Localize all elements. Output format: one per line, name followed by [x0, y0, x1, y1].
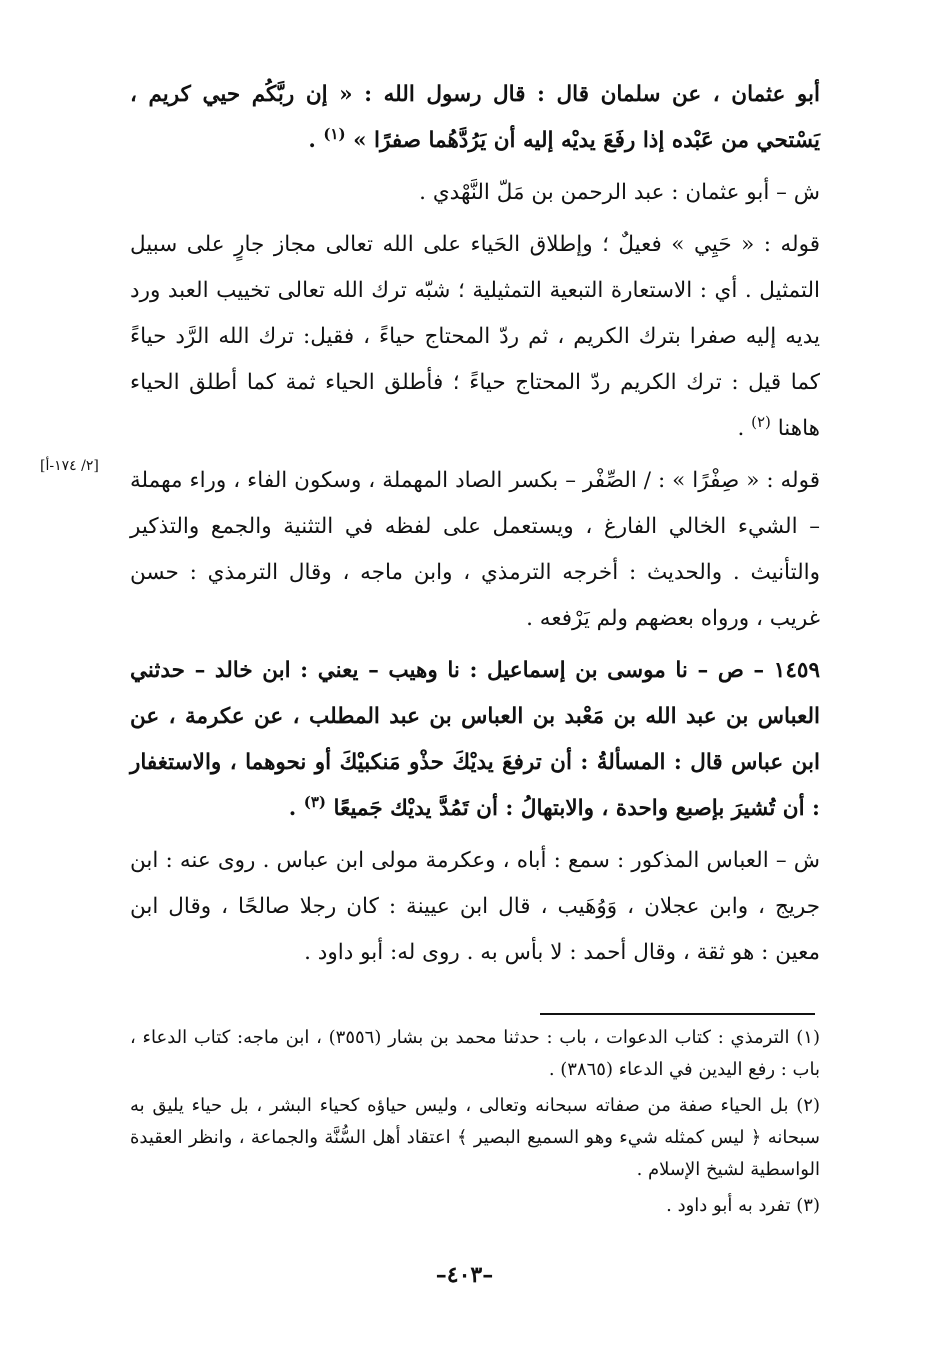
- commentary-haya-tail: .: [737, 416, 752, 441]
- footnote-3-text: تفرد به أبو داود .: [666, 1195, 791, 1216]
- footnote-marker-2: (٢): [751, 412, 771, 431]
- footnotes: [130, 1022, 820, 1226]
- margin-reference: [٢/ ١٧٤-أ]: [40, 458, 99, 474]
- hadith-text-1-tail: .: [308, 128, 324, 153]
- hadith-text-1459-tail: .: [288, 796, 304, 821]
- footnote-2-text: بل الحياء صفة من صفاته سبحانه وتعالى ، وليس حياؤه كحياء البشر ، بل حياء يليق به سبحانه ﴿ ليس كمثله شيء وهو السميع البصير ﴾ اعتقاد أهل السُّنَّة والجماعة ، وانظر العقيدة الواسطية لشيخ الإسلام .: [130, 1095, 820, 1180]
- footnote-marker-3: (٣): [303, 792, 327, 811]
- main-text: [130, 72, 820, 976]
- footnote-2-number: (٢): [796, 1095, 820, 1116]
- commentary-narrator: ش – أبو عثمان : عبد الرحمن بن مَلّ النَّهْدي .: [419, 180, 820, 205]
- commentary-haya-body: قوله : « حَيِي » فعيلٌ ؛ وإطلاق الحَياء على الله تعالى مجاز جارٍ على سبيل التمثيل . أي : الاستعارة التبعية التمثيلية ؛ شبّه ترك الله تعالى تخييب العبد ورد يديه إليه صفرا بترك الكريم ، ثم ردّ المحتاج حياءً ، فقيل: ترك الله الرَّد حياءً كما قيل : ترك الكريم ردّ المحتاج حياءً ؛ فأطلق الحياء ثمة كما أطلق الحياء هاهنا: [130, 232, 820, 441]
- page-number: –٤٠٣–: [435, 1262, 494, 1288]
- commentary-sifr: قوله : « صِفْرًا » : / الصِّفْر – بكسر الصاد المهملة ، وسكون الفاء ، وراء مهملة – الشيء الخالي الفارغ ، ويستعمل على لفظه في التثنية والجمع والتذكير والتأنيث . والحديث : أخرجه الترمذي ، وابن ماجه ، وقال الترمذي : حسن غريب ، ورواه بعضهم ولم يَرْفعه .: [130, 468, 821, 631]
- commentary-abbas: ش – العباس المذكور : سمع : أباه ، وعكرمة مولى ابن عباس . روى عنه : ابن جريج ، وابن عجلان ، وَوُهَيب ، قال ابن عيينة : كان رجلا صالحًا ، وقال ابن معين : هو ثقة ، وقال أحمد : لا بأس به . روى له: أبو داود .: [130, 848, 820, 965]
- hadith-text-1-body: أبو عثمان ، عن سلمان قال : قال رسول الله : « إن ربَّكُم حيي كريم ، يَسْتحي من عَبْده إذا رفَعَ يديْه إليه أن يَرُدَّهُما صفرًا »: [130, 82, 820, 153]
- footnote-1-number: (١): [796, 1027, 820, 1048]
- footnote-1-text: الترمذي : كتاب الدعوات ، باب : حدثنا محمد بن بشار (٣٥٥٦) ، ابن ماجه: كتاب الدعاء ، باب : رفع اليدين في الدعاء (٣٨٦٥) .: [130, 1027, 820, 1080]
- footnote-2: [130, 1090, 820, 1186]
- commentary-haya: [130, 222, 820, 452]
- hadith-text-1: [130, 72, 820, 164]
- footnote-marker-1: (١): [323, 124, 346, 143]
- footnote-1: [130, 1022, 820, 1086]
- hadith-text-1459: [130, 648, 820, 832]
- hadith-text-1459-body: ١٤٥٩ – ص – نا موسى بن إسماعيل : نا وهيب – يعني : ابن خالد – حدثني العباس بن عبد الله بن مَعْبد بن العباس بن عبد المطلب ، عن عكرمة ، عن ابن عباس قال : المسألةُ : أن ترفعَ يديْكَ حذْو مَنكبيْكَ أو نحوهما ، والاستغفار : أن تُشيرَ بإصبع واحدة ، والابتهالُ : أن تَمُدَّ يديْك جَميعًا: [130, 658, 820, 821]
- footnote-3-number: (٣): [796, 1195, 820, 1216]
- footnote-3: [130, 1190, 820, 1222]
- footnote-divider: [540, 1013, 815, 1015]
